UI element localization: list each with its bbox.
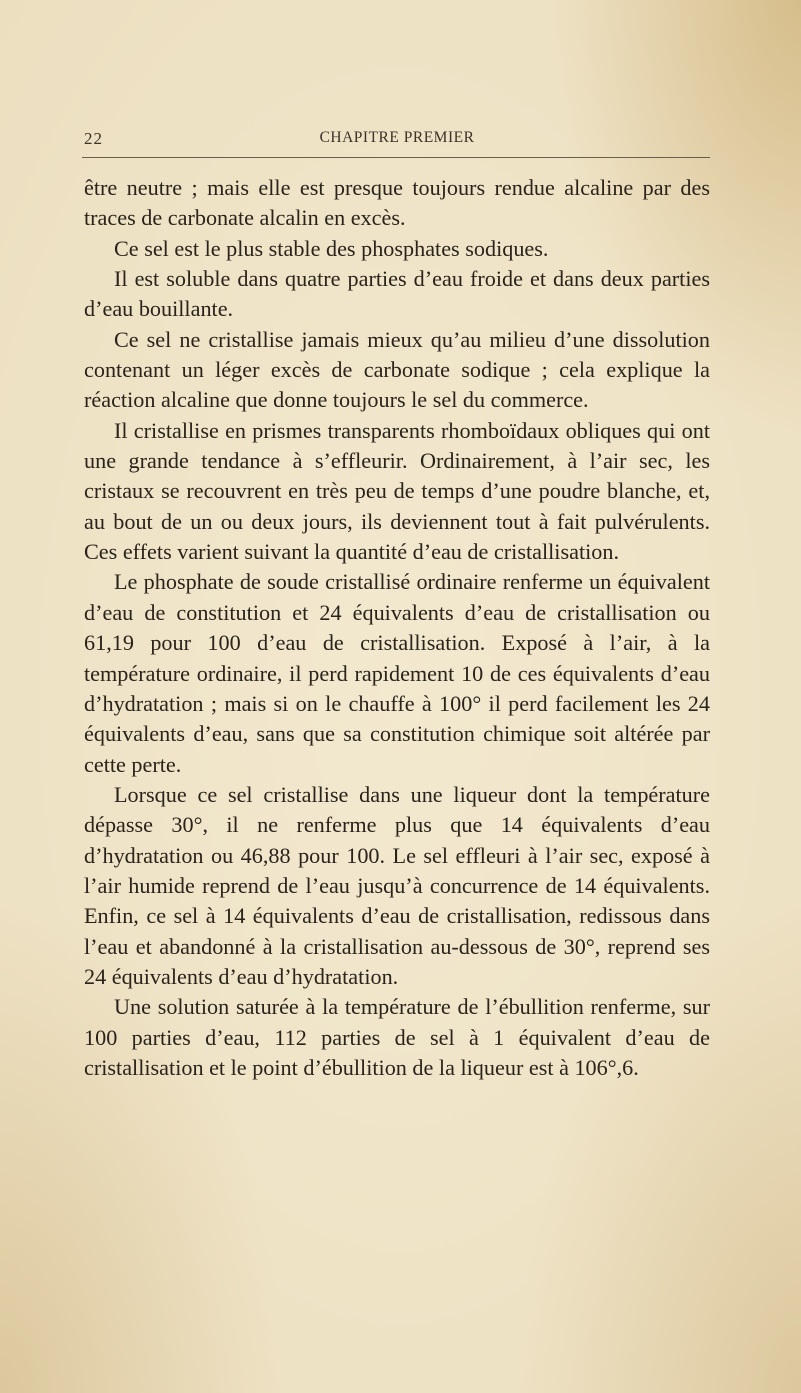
paragraph: Lorsque ce sel cristallise dans une liqueur dont la température dépasse 30°, il ne renferme plus que 14 équivalents d’eau d’hydratation ou 46,88 pour 100. Le sel effleuri à l’air sec, exposé à l’air humide reprend de l’eau jusqu’à concurrence de 14 équivalents. Enfin, ce sel à 14 équivalents d’eau de cristallisation, redissous dans l’eau et abandonné à la cristallisation au-dessous de 30°, reprend ses 24 équivalents d’eau d’hydratation. — [84, 781, 710, 989]
header-rule — [82, 157, 710, 158]
page-number: 22 — [84, 129, 103, 148]
paragraph: Il cristallise en prismes transparents rhomboïdaux obliques qui ont une grande tendance à s’effleurir. Ordinairement, à l’air sec, les cristaux se recouvrent en très peu de temps d’une poudre blanche, et, au bout de un ou deux jours, ils deviennent tout à fait pulvérulents. Ces effets varient suivant la quantité d’eau de cristallisation. — [84, 417, 710, 565]
paragraph: Le phosphate de soude cristallisé ordinaire renferme un équivalent d’eau de constitution et 24 équivalents d’eau de cristallisation ou 61,19 pour 100 d’eau de cristallisation. Exposé à l’air, à la température ordinaire, il perd rapidement 10 de ces équivalents d’eau d’hydratation ; mais si on le chauffe à 100° il perd facilement les 24 équivalents d’eau, sans que sa constitution chimique soit altérée par cette perte. — [84, 569, 710, 777]
running-head — [84, 129, 710, 153]
paragraph: Ce sel ne cristallise jamais mieux qu’au milieu d’une dissolution contenant un léger excès de carbonate sodique ; cela explique la réaction alcaline que donne toujours le sel du commerce. — [84, 326, 710, 413]
paragraph: Il est soluble dans quatre parties d’eau froide et dans deux parties d’eau bouillante. — [84, 266, 710, 322]
paragraph: Une solution saturée à la température de l’ébullition renferme, sur 100 parties d’eau, 112 parties de sel à 1 équivalent d’eau de cristallisation et le point d’ébullition de la liqueur est à 106°,6. — [84, 994, 710, 1080]
body-text — [84, 173, 710, 1083]
paragraph: Ce sel est le plus stable des phosphates sodiques. — [114, 235, 549, 261]
paragraph: être neutre ; mais elle est presque toujours rendue alcaline par des traces de carbonate alcalin en excès. — [84, 175, 710, 231]
chapter-title: CHAPITRE PREMIER — [319, 129, 475, 146]
